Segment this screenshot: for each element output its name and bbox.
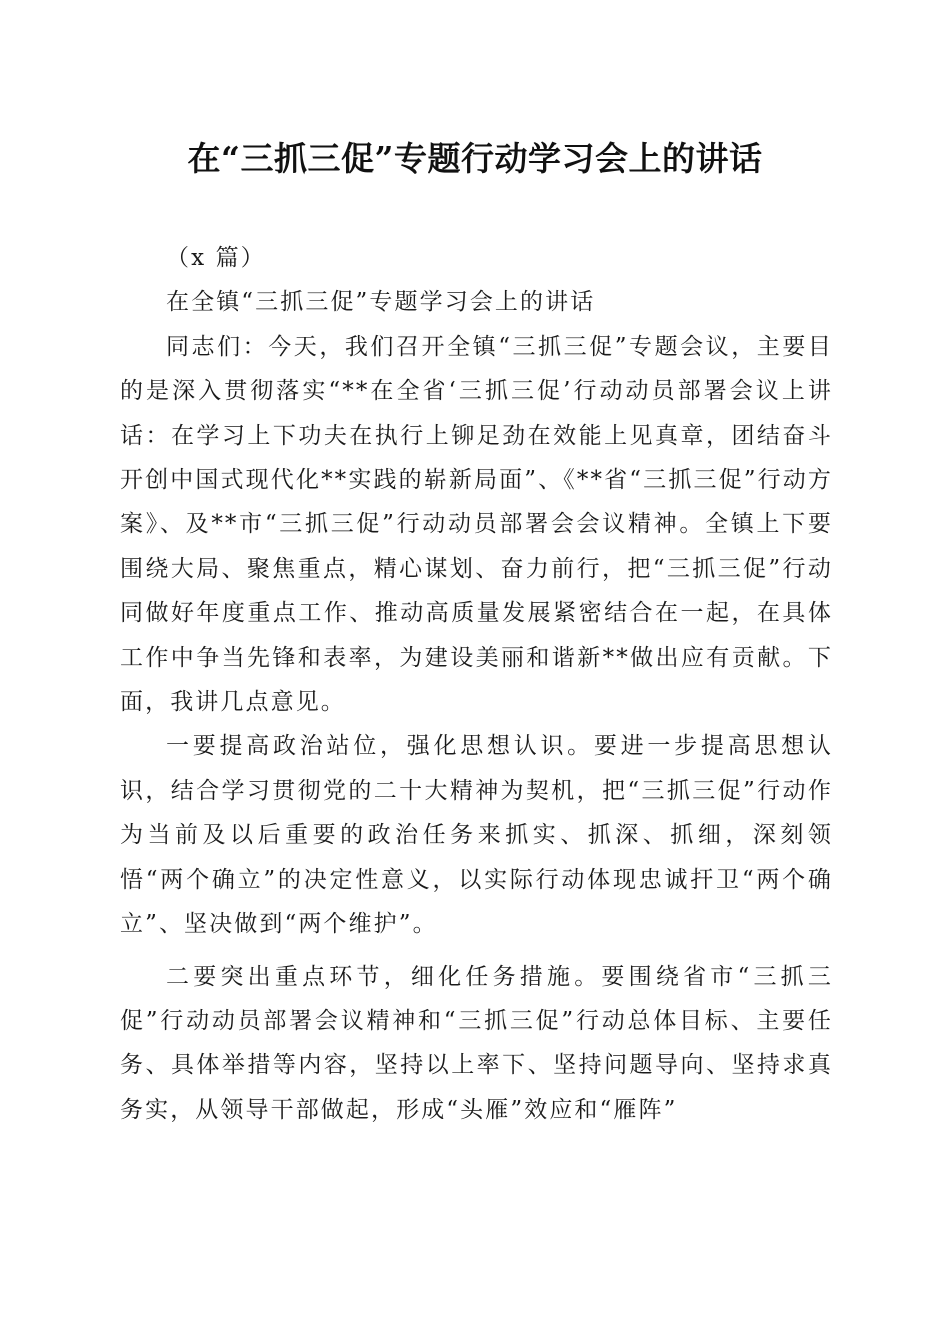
document-title: 在“三抓三促”专题行动学习会上的讲话 <box>187 139 763 178</box>
body-paragraph-point-1: 一要提高政治站位，强化思想认识。要进一步提高思想认识，结合学习贯彻党的二十大精神为契机，把“三抓三促”行动作为当前及以后重要的政治任务来抓实、抓深、抓细，深刻领悟“两个确立”的决定性意义，以实际行动体现忠诚扞卫“两个确立”、坚决做到“两个维护”。 <box>120 733 833 938</box>
section-number: （x 篇） <box>166 245 266 271</box>
document-body <box>120 236 833 1132</box>
body-paragraph-opening: 同志们：今天，我们召开全镇“三抓三促”专题会议，主要目的是深入贯彻落实“**在全省‘三抓三促’行动动员部署会议上讲话：在学习上下功夫在执行上铆足劲在效能上见真章，团结奋斗开创中国式现代化**实践的崭新局面”、《**省“三抓三促”行动方案》、及**市“三抓三促”行动动员部署会会议精神。全镇上下要围绕大局、聚焦重点，精心谋划、奋力前行，把“三抓三促”行动同做好年度重点工作、推动高质量发展紧密结合在一起，在具体工作中争当先锋和表率，为建设美丽和谐新**做出应有贡献。下面，我讲几点意见。 <box>120 333 833 716</box>
body-paragraph-point-2: 二要突出重点环节，细化任务措施。要围绕省市“三抓三促”行动动员部署会议精神和“三抓三促”行动总体目标、主要任务、具体举措等内容，坚持以上率下、坚持问题导向、坚持求真务实，从领导干部做起，形成“头雁”效应和“雁阵” <box>120 963 833 1123</box>
speech-subtitle: 在全镇“三抓三促”专题学习会上的讲话 <box>166 289 596 316</box>
paragraph-spacer <box>120 947 833 955</box>
